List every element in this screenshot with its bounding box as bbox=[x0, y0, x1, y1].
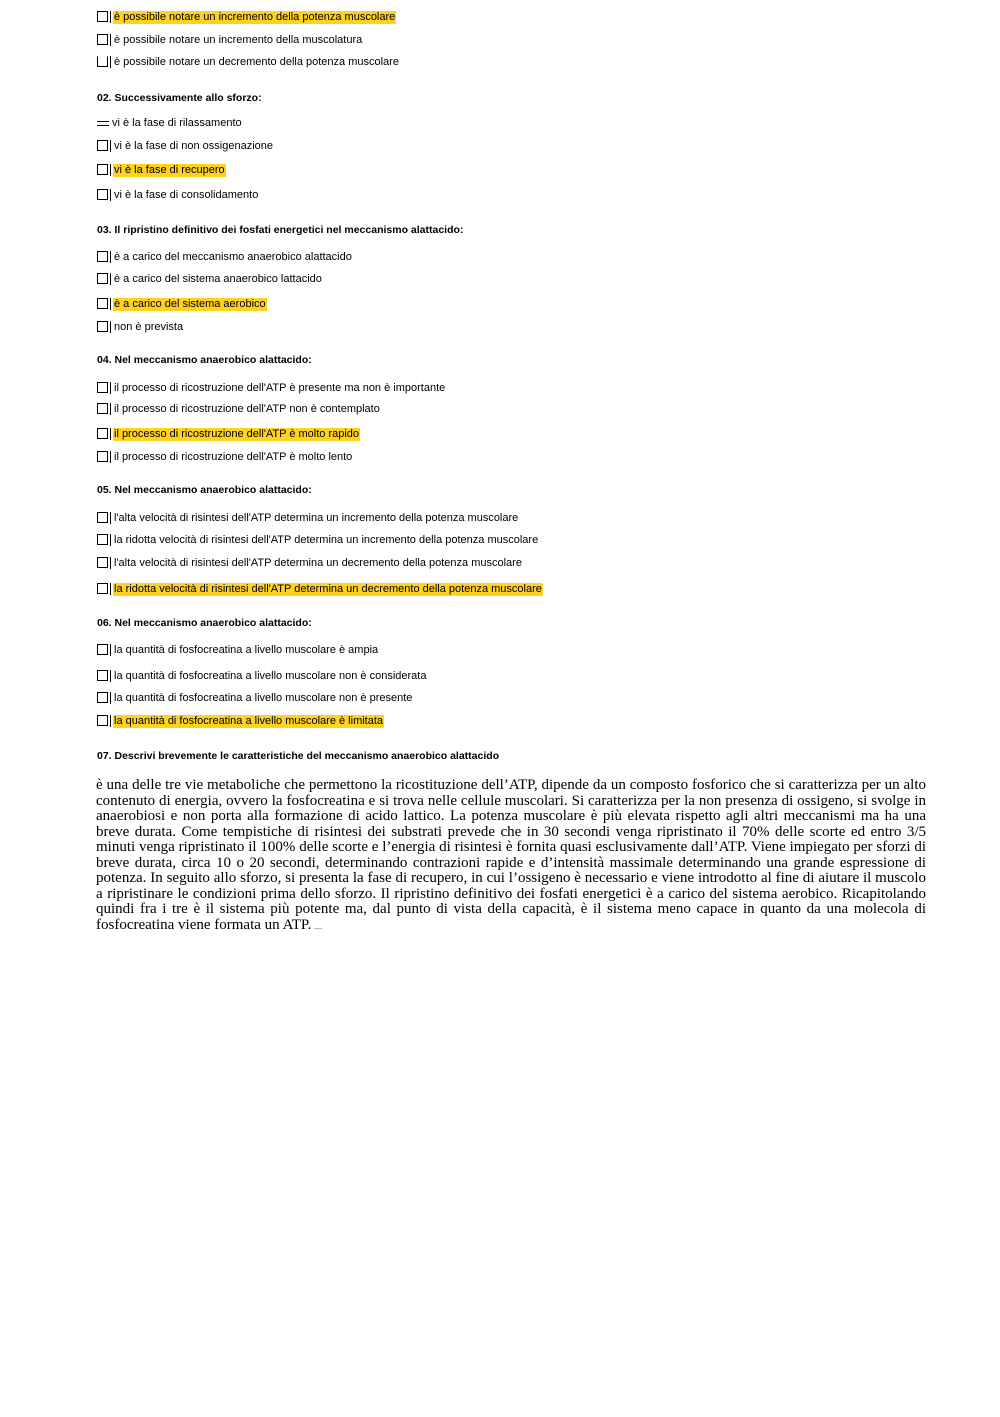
q03-option-1[interactable] bbox=[97, 248, 353, 264]
answer-text: è una delle tre vie metaboliche che permettono la ricostituzione dell’ATP, dipende da un composto fosforico che si caratterizza per un alto contenuto di energia, ovvero la fosfocreatina e si trova nelle cellule muscolari. Si caratterizza per la non presenza di ossigeno, si svolge in anaerobiosi e non porta alla formazione di acido lattico. La potenza muscolare è più elevata rispetto agli altri meccanismi ma ha una breve durata. Come tempistiche di risintesi dei substrati prevede che in 30 secondi venga ripristinato il 70% delle scorte ed entro 3/5 minuti venga ripristinato il 100% delle scorte e l’energia di risintesi è fornita quasi esclusivamente dall’ATP. Viene impiegato per sforzi di breve durata, circa 10 o 20 secondi, determinando contrazioni rapide e d’intensità massimale determinando una grande espressione di potenza. In seguito allo sforzo, si presenta la fase di recupero, in cui l’ossigeno è necessario e viene introdotto al fine di aiutare il muscolo a ripristinare le condizioni prima dello sforzo. Il ripristino definitivo dei fosfati energetici è a carico del sistema aerobico. Ricapitolando quindi fra i tre è il sistema più potente ma, dal punto di vista della capacità, è il sistema meno capace in quanto da una molecola di fosfocreatina viene formata un ATP. bbox=[96, 777, 926, 933]
checkbox-icon[interactable] bbox=[97, 670, 108, 681]
cursor-bar-icon bbox=[110, 382, 111, 394]
cursor-bar-icon bbox=[110, 583, 111, 595]
checkbox-icon[interactable] bbox=[97, 34, 108, 45]
checkbox-icon[interactable] bbox=[97, 251, 108, 262]
option-label: è possibile notare un incremento della muscolatura bbox=[114, 34, 363, 46]
q02-option-2[interactable] bbox=[97, 137, 274, 153]
checkbox-icon[interactable] bbox=[97, 164, 108, 175]
q02-option-1[interactable] bbox=[97, 114, 243, 130]
cursor-bar-icon bbox=[110, 644, 111, 656]
option-label: il processo di ricostruzione dell'ATP è molto lento bbox=[114, 451, 353, 463]
checkbox-icon[interactable] bbox=[97, 583, 108, 594]
q04-option-4[interactable] bbox=[97, 448, 353, 464]
question-title-07: 07. Descrivi brevemente le caratteristiche del meccanismo anaerobico alattacido bbox=[97, 750, 500, 762]
cursor-bar-icon bbox=[110, 451, 111, 463]
option-label: è a carico del sistema anaerobico lattacido bbox=[114, 273, 322, 285]
checkbox-icon[interactable] bbox=[97, 557, 108, 568]
cursor-bar-icon bbox=[110, 557, 111, 569]
option-label: vi è la fase di non ossigenazione bbox=[114, 140, 273, 152]
question-title-04: 04. Nel meccanismo anaerobico alattacido: bbox=[97, 354, 312, 366]
cursor-bar-icon bbox=[110, 140, 111, 152]
cursor-bar-icon bbox=[110, 11, 111, 23]
checkbox-icon[interactable] bbox=[97, 298, 108, 309]
q06-option-3[interactable] bbox=[97, 689, 413, 705]
checkbox-icon[interactable] bbox=[97, 692, 108, 703]
cursor-bar-icon bbox=[110, 715, 111, 727]
question-title-05: 05. Nel meccanismo anaerobico alattacido: bbox=[97, 484, 312, 496]
cursor-bar-icon bbox=[110, 670, 111, 682]
q06-option-4[interactable] bbox=[97, 712, 384, 728]
option-label: la ridotta velocità di risintesi dell'ATP determina un decremento della potenza muscolare bbox=[114, 583, 542, 595]
q01-option-3[interactable] bbox=[97, 53, 400, 69]
q01-option-2[interactable] bbox=[97, 31, 363, 47]
option-label: l'alta velocità di risintesi dell'ATP determina un decremento della potenza muscolare bbox=[114, 557, 522, 569]
cursor-bar-icon bbox=[110, 534, 111, 546]
option-label: vi è la fase di recupero bbox=[114, 164, 225, 176]
option-label: è a carico del meccanismo anaerobico alattacido bbox=[114, 251, 352, 263]
checkbox-icon[interactable] bbox=[97, 644, 108, 655]
cursor-bar-icon bbox=[110, 298, 111, 310]
cursor-bar-icon bbox=[110, 692, 111, 704]
option-label: è possibile notare un incremento della potenza muscolare bbox=[114, 11, 396, 23]
q03-option-3[interactable] bbox=[97, 295, 267, 311]
q01-option-1[interactable] bbox=[97, 8, 396, 24]
option-label: la quantità di fosfocreatina a livello muscolare non è considerata bbox=[114, 670, 427, 682]
option-label: la quantità di fosfocreatina a livello muscolare è limitata bbox=[114, 715, 384, 727]
cursor-bar-icon bbox=[110, 56, 111, 68]
option-label: il processo di ricostruzione dell'ATP non è contemplato bbox=[114, 403, 380, 415]
q05-option-2[interactable] bbox=[97, 531, 539, 547]
option-label: vi è la fase di rilassamento bbox=[112, 117, 242, 129]
checkbox-icon[interactable] bbox=[97, 715, 108, 726]
option-label: vi è la fase di consolidamento bbox=[114, 189, 259, 201]
q04-option-1[interactable] bbox=[97, 379, 446, 395]
checkbox-icon[interactable] bbox=[97, 11, 108, 22]
checkbox-icon[interactable] bbox=[97, 321, 108, 332]
checkbox-icon[interactable] bbox=[97, 273, 108, 284]
question-title-02: 02. Successivamente allo sforzo: bbox=[97, 92, 262, 104]
q06-option-1[interactable] bbox=[97, 641, 379, 657]
cursor-bar-icon bbox=[110, 273, 111, 285]
checkbox-icon[interactable] bbox=[97, 189, 108, 200]
cursor-bar-icon bbox=[110, 34, 111, 46]
text-cursor-mark bbox=[314, 928, 322, 929]
cursor-bar-icon bbox=[110, 428, 111, 440]
q04-option-2[interactable] bbox=[97, 400, 381, 416]
option-label: la ridotta velocità di risintesi dell'ATP determina un incremento della potenza muscolare bbox=[114, 534, 539, 546]
question-title-03: 03. Il ripristino definitivo dei fosfati energetici nel meccanismo alattacido: bbox=[97, 224, 464, 236]
q02-option-4[interactable] bbox=[97, 186, 259, 202]
question-title-06: 06. Nel meccanismo anaerobico alattacido: bbox=[97, 617, 312, 629]
option-label: la quantità di fosfocreatina a livello muscolare non è presente bbox=[114, 692, 413, 704]
q05-option-4[interactable] bbox=[97, 580, 543, 596]
option-label: il processo di ricostruzione dell'ATP è presente ma non è importante bbox=[114, 382, 446, 394]
checkbox-icon[interactable] bbox=[97, 451, 108, 462]
checkbox-icon[interactable] bbox=[97, 512, 108, 523]
cursor-bar-icon bbox=[110, 512, 111, 524]
q05-option-1[interactable] bbox=[97, 509, 519, 525]
q03-option-2[interactable] bbox=[97, 270, 323, 286]
q03-option-4[interactable] bbox=[97, 318, 184, 334]
cursor-bar-icon bbox=[110, 164, 111, 176]
checkbox-icon[interactable] bbox=[97, 121, 109, 126]
checkbox-icon[interactable] bbox=[97, 56, 108, 67]
cursor-bar-icon bbox=[110, 189, 111, 201]
checkbox-icon[interactable] bbox=[97, 403, 108, 414]
answer-textarea[interactable] bbox=[96, 778, 926, 933]
q02-option-3[interactable] bbox=[97, 161, 226, 177]
q04-option-3[interactable] bbox=[97, 425, 360, 441]
option-label: è a carico del sistema aerobico bbox=[114, 298, 266, 310]
option-label: l'alta velocità di risintesi dell'ATP determina un incremento della potenza muscolare bbox=[114, 512, 519, 524]
option-label: non è prevista bbox=[114, 321, 184, 333]
checkbox-icon[interactable] bbox=[97, 382, 108, 393]
cursor-bar-icon bbox=[110, 251, 111, 263]
cursor-bar-icon bbox=[110, 321, 111, 333]
option-label: è possibile notare un decremento della potenza muscolare bbox=[114, 56, 399, 68]
checkbox-icon[interactable] bbox=[97, 140, 108, 151]
cursor-bar-icon bbox=[110, 403, 111, 415]
option-label: il processo di ricostruzione dell'ATP è molto rapido bbox=[114, 428, 360, 440]
checkbox-icon[interactable] bbox=[97, 534, 108, 545]
q05-option-3[interactable] bbox=[97, 554, 523, 570]
checkbox-icon[interactable] bbox=[97, 428, 108, 439]
option-label: la quantità di fosfocreatina a livello muscolare è ampia bbox=[114, 644, 379, 656]
q06-option-2[interactable] bbox=[97, 667, 427, 683]
